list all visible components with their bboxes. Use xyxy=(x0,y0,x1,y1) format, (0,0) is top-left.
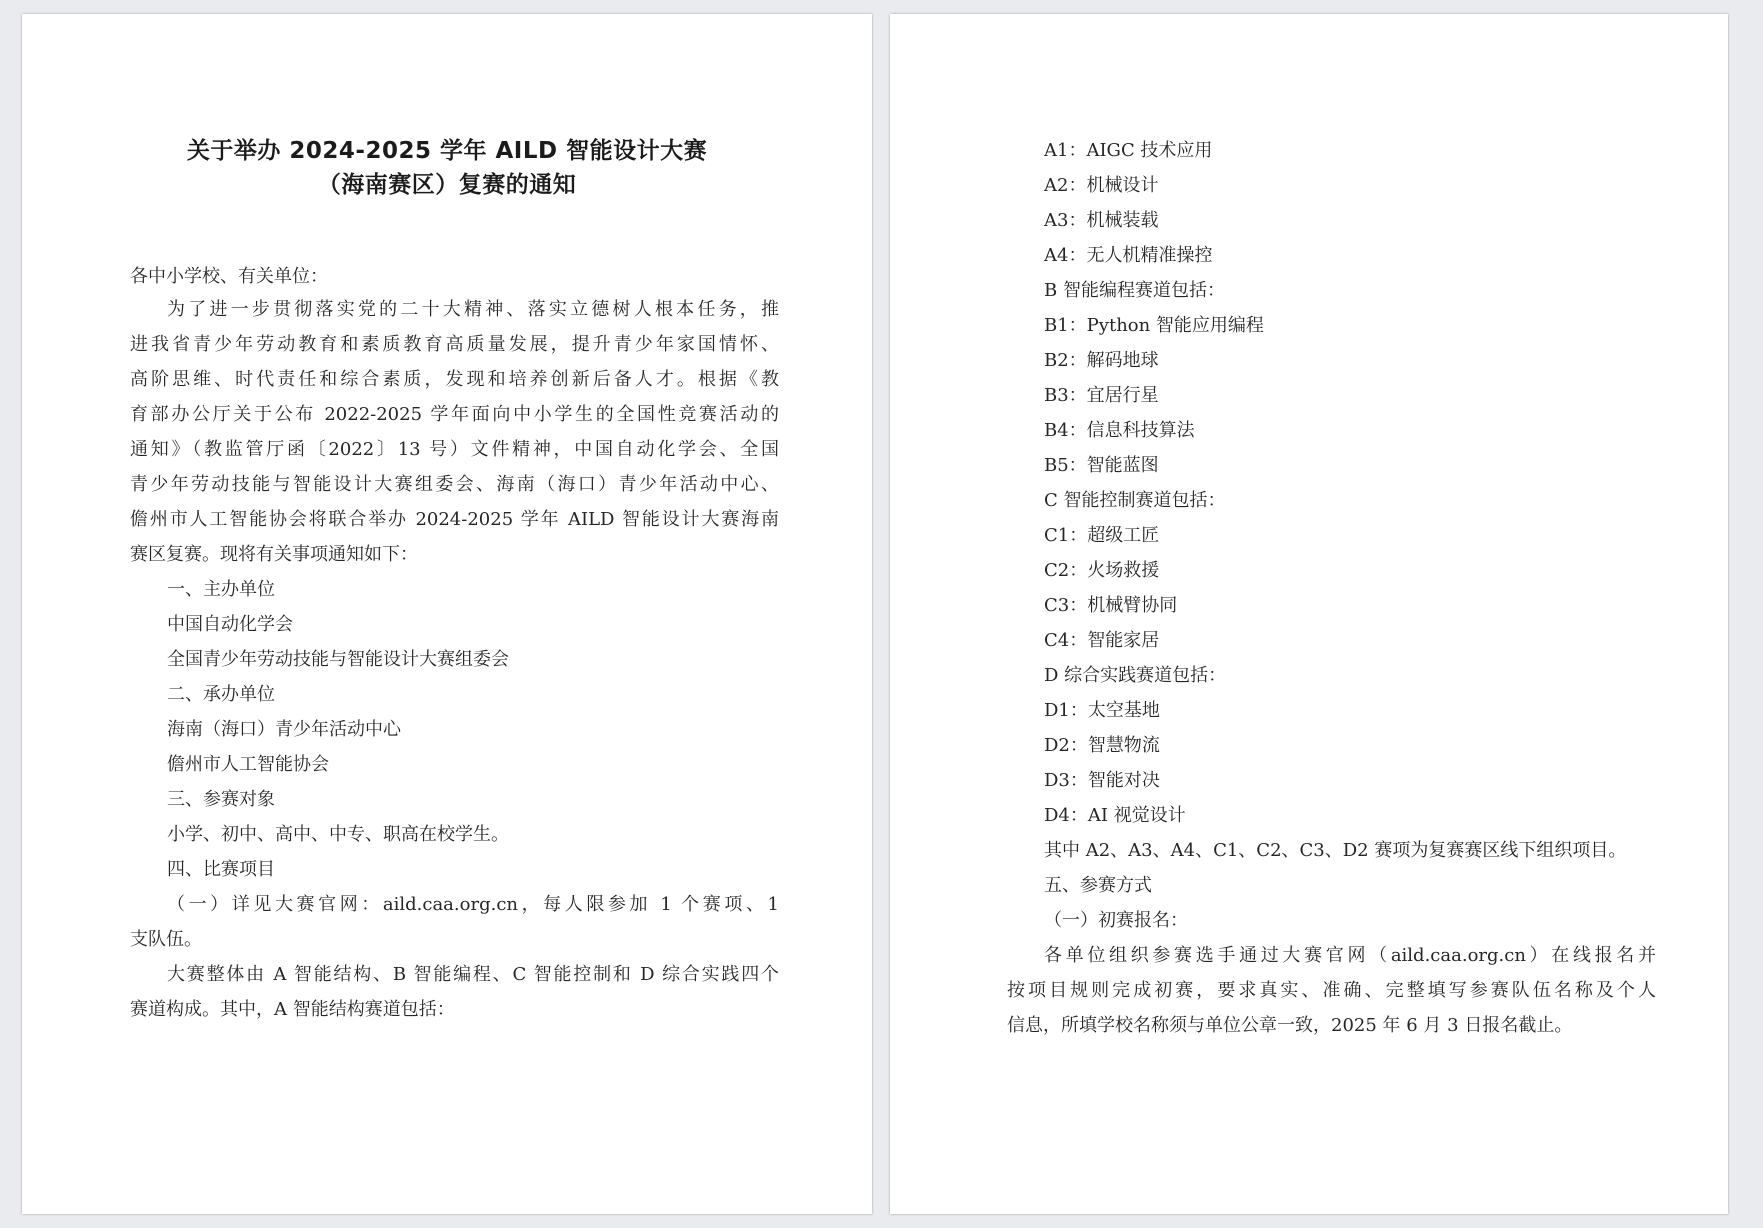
section-heading: 四、比赛项目 xyxy=(167,859,275,880)
intro-line: 高阶思维、时代责任和综合素质，发现和培养创新后备人才。根据《教 xyxy=(130,369,779,390)
track-item: A3：机械装载 xyxy=(1044,210,1159,231)
offline-note: 其中 A2、A3、A4、C1、C2、C3、D2 赛项为复赛赛区线下组织项目。 xyxy=(1044,840,1627,861)
track-item: D3：智能对决 xyxy=(1044,770,1160,791)
salutation: 各中小学校、有关单位： xyxy=(130,266,328,287)
title-line-2: （海南赛区）复赛的通知 xyxy=(317,172,577,198)
track-item: C1：超级工匠 xyxy=(1044,525,1160,546)
track-item: C4：智能家居 xyxy=(1044,630,1160,651)
track-item: B5：智能蓝图 xyxy=(1044,455,1159,476)
track-item: C3：机械臂协同 xyxy=(1044,595,1178,616)
section-item: 儋州市人工智能协会 xyxy=(167,754,329,775)
track-item: C2：火场救援 xyxy=(1044,560,1160,581)
track-item: B3：宜居行星 xyxy=(1044,385,1159,406)
track-item: D4：AI 视觉设计 xyxy=(1044,805,1186,826)
track-item: A4：无人机精准操控 xyxy=(1044,245,1213,266)
intro-line: 为了进一步贯彻落实党的二十大精神、落实立德树人根本任务，推 xyxy=(167,299,779,320)
intro-line: 进我省青少年劳动教育和素质教育高质量发展，提升青少年家国情怀、 xyxy=(130,334,779,355)
section-text: 支队伍。 xyxy=(130,929,202,950)
section-text: 小学、初中、高中、中专、职高在校学生。 xyxy=(167,824,509,845)
document-page-right xyxy=(890,14,1728,1214)
registration-text: 信息，所填学校名称须与单位公章一致，2025 年 6 月 3 日报名截止。 xyxy=(1007,1015,1573,1036)
track-item: B1：Python 智能应用编程 xyxy=(1044,315,1264,336)
section-text: 大赛整体由 A 智能结构、B 智能编程、C 智能控制和 D 综合实践四个 xyxy=(167,964,779,985)
section-heading: 二、承办单位 xyxy=(167,684,275,705)
section-item: 海南（海口）青少年活动中心 xyxy=(167,719,401,740)
track-item: A1：AIGC 技术应用 xyxy=(1044,140,1213,161)
track-item: D2：智慧物流 xyxy=(1044,735,1160,756)
section-heading: 三、参赛对象 xyxy=(167,789,275,810)
track-heading: B 智能编程赛道包括： xyxy=(1044,280,1225,301)
intro-line: 育部办公厅关于公布 2022-2025 学年面向中小学生的全国性竞赛活动的 xyxy=(130,404,779,425)
section-heading: 一、主办单位 xyxy=(167,579,275,600)
section-text: 赛道构成。其中，A 智能结构赛道包括： xyxy=(130,999,455,1020)
track-item: A2：机械设计 xyxy=(1044,175,1159,196)
intro-line: 青少年劳动技能与智能设计大赛组委会、海南（海口）青少年活动中心、 xyxy=(130,474,779,495)
track-heading: C 智能控制赛道包括： xyxy=(1044,490,1226,511)
section-heading: 五、参赛方式 xyxy=(1044,875,1152,896)
intro-line: 赛区复赛。现将有关事项通知如下： xyxy=(130,544,418,565)
track-heading: D 综合实践赛道包括： xyxy=(1044,665,1227,686)
section-item: 全国青少年劳动技能与智能设计大赛组委会 xyxy=(167,649,509,670)
track-item: B2：解码地球 xyxy=(1044,350,1159,371)
title-line-1: 关于举办 2024-2025 学年 AILD 智能设计大赛 xyxy=(186,138,708,164)
registration-text: 各单位组织参赛选手通过大赛官网（aild.caa.org.cn）在线报名并 xyxy=(1044,945,1656,966)
subsection-heading: （一）初赛报名： xyxy=(1044,910,1188,931)
intro-line: 通知》（教监管厅函〔2022〕13 号）文件精神，中国自动化学会、全国 xyxy=(130,439,779,460)
section-text: （一）详见大赛官网：aild.caa.org.cn，每人限参加 1 个赛项、1 xyxy=(167,894,779,915)
document-page-left xyxy=(22,14,872,1214)
intro-line: 儋州市人工智能协会将联合举办 2024-2025 学年 AILD 智能设计大赛海南 xyxy=(130,509,779,530)
track-item: D1：太空基地 xyxy=(1044,700,1160,721)
track-item: B4：信息科技算法 xyxy=(1044,420,1195,441)
registration-text: 按项目规则完成初赛，要求真实、准确、完整填写参赛队伍名称及个人 xyxy=(1007,980,1656,1001)
section-item: 中国自动化学会 xyxy=(167,614,293,635)
